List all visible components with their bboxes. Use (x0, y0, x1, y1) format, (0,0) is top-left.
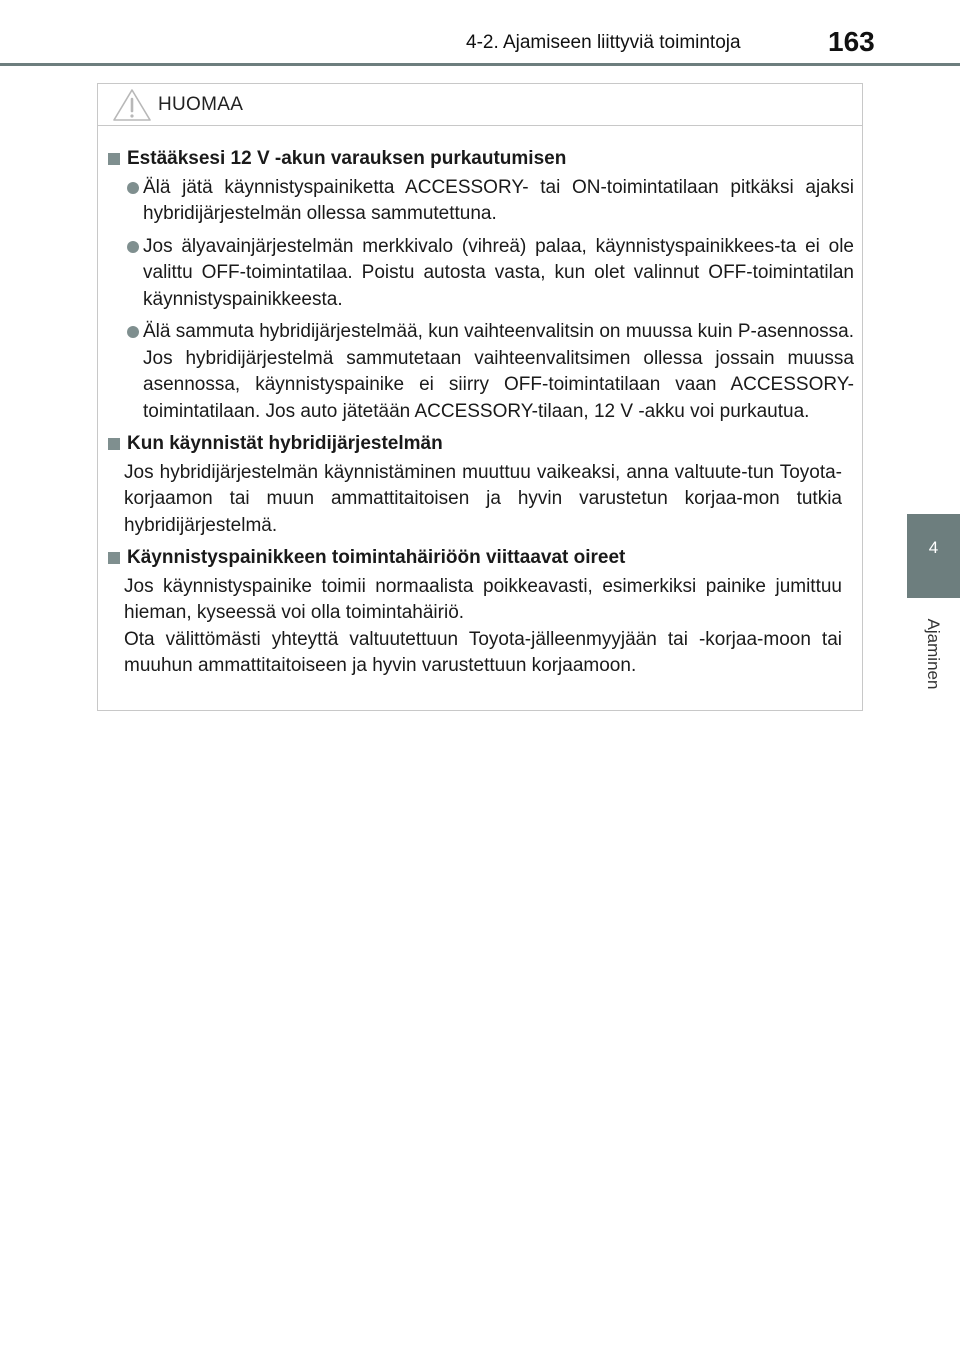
chapter-title: 4-2. Ajamiseen liittyviä toimintoja (466, 32, 741, 53)
chapter-tab-number: 4 (928, 538, 939, 557)
notice-section (106, 431, 854, 539)
section-heading: Estääksesi 12 V -akun varauksen purkautumisen (106, 146, 854, 173)
section-heading: Kun käynnistät hybridijärjestelmän (106, 431, 854, 458)
bullet-item: Jos älyavainjärjestelmän merkkivalo (vihreä) palaa, käynnistyspainikkees-ta ei ole valittu OFF-toimintatilaa. Poistu autosta vasta, kun olet valinnut OFF-toimintatilan käynnistyspainikkeesta. (106, 234, 854, 314)
warning-triangle-icon (112, 88, 152, 122)
notice-content (106, 146, 854, 686)
header-rule (0, 63, 960, 66)
notice-header (98, 84, 862, 126)
chapter-tab-label (918, 604, 948, 704)
bullet-item: Älä jätä käynnistyspainiketta ACCESSORY- tai ON-toimintatilaan pitkäksi ajaksi hybridijärjestelmän ollessa sammutettuna. (106, 175, 854, 228)
notice-section (106, 146, 854, 425)
section-paragraph: Jos käynnistyspainike toimii normaalista poikkeavasti, esimerkiksi painike jumittuu hieman, kyseessä voi olla toimintahäiriö. (124, 575, 842, 623)
notice-title: HUOMAA (158, 94, 244, 115)
bullet-item: Älä sammuta hybridijärjestelmää, kun vaihteenvalitsin on muussa kuin P-asennossa. Jos hybridijärjestelmä sammutetaan vaihteenvalitsimen ollessa jossain muussa asennossa, käynnistyspainike ei siirry OFF-toimintatilaan vaan ACCESSORY-toimintatilaan. Jos auto jätetään ACCESSORY-tilaan, 12 V -akku voi purkautua. (106, 319, 854, 425)
section-paragraph: Ota välittömästi yhteyttä valtuutettuun Toyota-jälleenmyyjään tai -korjaa-moon tai muuhun ammattitaitoiseen ja hyvin varustettuun korjaamoon. (124, 628, 842, 676)
section-heading: Käynnistyspainikkeen toimintahäiriöön viittaavat oireet (106, 545, 854, 572)
chapter-tab-label-text: Ajaminen (924, 618, 943, 690)
page-header (0, 0, 960, 70)
section-paragraph: Jos hybridijärjestelmän käynnistäminen muuttuu vaikeaksi, anna valtuute-tun Toyota-korjaamon tai muun ammattitaitoisen ja hyvin varustetun korjaa-mon tutkia hybridijärjestelmä. (124, 461, 842, 536)
page-number: 163 (828, 26, 875, 57)
chapter-tab (907, 514, 960, 598)
notice-section (106, 545, 854, 680)
notice-box (97, 83, 863, 711)
